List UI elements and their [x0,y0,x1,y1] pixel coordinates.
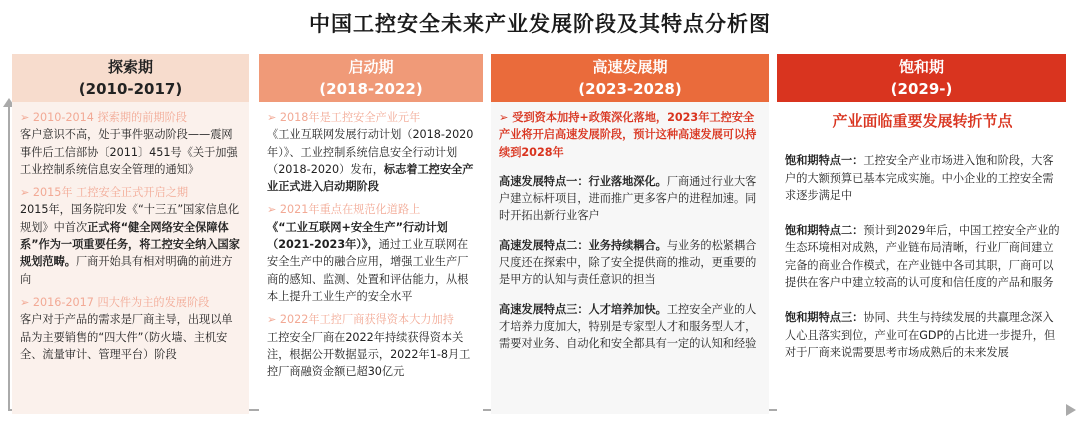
text-segment-bold: 《“工业互联网+安全生产”行动计划（2021-2023年）》， [267,220,448,252]
stage-name: 饱和期 [898,58,944,76]
feature-text: 厂商通过行业大客户建立标杆项目，进而推广更多客户的进程加速。同时开拓出新行业客户 [499,174,757,223]
stage-years: (2029-) [890,80,953,98]
feature-text: 工控安全产业的人才培养力度加大，特别是专家型人才和服务型人才，需要对业务、自动化和安全都具有一定的认知和经验 [499,302,757,351]
stage-point-text [20,201,243,287]
stage-exploration [12,54,249,414]
stage-body [491,102,769,414]
stage-feature [785,152,1060,204]
stage-point-text: 客户意识不高，处于事件驱动阶段——震网事件后工信部协〔2011〕451号《关于加强工业控制系统信息安全管理的通知》 [20,128,238,176]
feature-label: 高速发展特点一：行业落地深化。 [499,174,667,188]
stage-rapid-growth [491,54,769,414]
feature-label: 高速发展特点二：业务持续耦合。 [499,238,667,252]
feature-label: 饱和期特点二： [785,224,864,238]
feature-text: 与业务的松紧耦合尺度还在探索中，除了安全提供商的推动，更重要的是甲方的认知与责任意识的担当 [499,238,757,287]
arrow-right-icon [1066,404,1076,416]
stage-years: (2018-2022) [319,80,423,98]
feature-text: 预计到2029年后，中国工控安全产业的生态环境相对成熟，产业链布局清晰，行业厂商间建立完备的商业合作模式，在产业链中各司其职，厂商可以提供在客户中建立较高的认可度和信任度的产品和服务 [785,224,1060,290]
stage-name: 探索期 [107,58,153,76]
stage-point-heading: ➢ 2021年重点在规范化道路上 [267,203,421,217]
stage-point-text: 工控安全厂商在2022年持续获得资本关注，根据公开数据显示，2022年1-8月工控厂商融资金额已超30亿元 [267,330,471,379]
stage-header [777,54,1066,102]
feature-label: 高速发展特点三：人才培养加快。 [499,302,667,316]
text-segment: 《工业互联网发展行动计划（2018-2020年）》、工业控制系统信息安全行动计划（2018-2020）发布， [267,128,474,176]
stage-name: 高速发展期 [592,58,668,76]
stage-point-text [267,219,477,305]
stage-body [777,102,1066,414]
stage-body [259,102,483,414]
text-segment-bold: 标志着工控安全产业正式进入启动期阶段 [267,162,474,194]
stage-point-heading: ➢ 2016-2017 四大件为主的发展阶段 [20,295,210,309]
feature-text: 工控安全产业市场进入饱和阶段，大客户的大额预算已基本完成实施。中小企业的工控安全需求逐步满足中 [785,154,1054,202]
stage-startup [259,54,483,414]
page-title: 中国工控安全未来产业发展阶段及其特点分析图 [309,12,771,36]
text-segment: 2015年，国务院印发《“十三五”国家信息化规划》中首次 [20,203,240,234]
text-segment: 通过工业互联网在安全生产中的融合应用，增强工业生产厂商的感知、监测、处置和评估能力，从根本上提升工业生产的安全水平 [267,238,469,303]
stage-body [12,102,249,414]
stage-feature [499,237,763,289]
stage-point-heading: ➢ 2018年是工控安全产业元年 [267,111,421,124]
stage-point-heading: ➢ 2022年工控厂商获得资本大力加持 [267,313,454,327]
text-segment: 厂商开始具有相对明确的前进方向 [20,255,233,286]
feature-label: 饱和期特点一： [785,154,864,168]
stage-feature [785,309,1060,361]
stage-feature [499,301,763,353]
stage-feature [499,173,763,225]
stage-years: (2010-2017) [78,80,183,98]
text-segment-bold: 正式将“健全网络安全保障体系”作为一项重要任务，将工控安全纳入国家规划范畴。 [20,220,240,269]
stage-header [259,54,483,102]
stage-point-heading: ➢ 2015年 工控安全正式开启之期 [20,186,189,200]
stage-point-heading: ➢ 2010-2014 探索期的前期阶段 [20,111,187,124]
stage-highlight: ➢ 受到资本加持+政策深化落地，2023年工控安全产业将开启高速发展阶段，预计这种高速发展可以持续到2028年 [499,111,757,159]
stage-feature [785,222,1060,291]
stage-point-text [267,126,477,195]
stage-point-text: 客户对于产品的需求是厂商主导，出现以单品为主要销售的“四大件”（防火墙、主机安全、流量审计、管理平台）阶段 [20,313,233,361]
stage-subtitle: 产业面临重要发展转折节点 [832,112,1013,130]
stage-header [12,54,249,102]
stage-name: 启动期 [348,58,394,76]
feature-text: 协同、共生与持续发展的共赢理念深入人心且落实到位，产业可在GDP的占比进一步提升，但对于厂商来说需要思考市场成熟后的未来发展 [785,311,1056,359]
stage-saturation [777,54,1066,414]
stage-years: (2023-2028) [578,80,682,98]
stage-header [491,54,769,102]
timeline-y-axis [8,105,10,411]
feature-label: 饱和期特点三： [785,311,864,325]
